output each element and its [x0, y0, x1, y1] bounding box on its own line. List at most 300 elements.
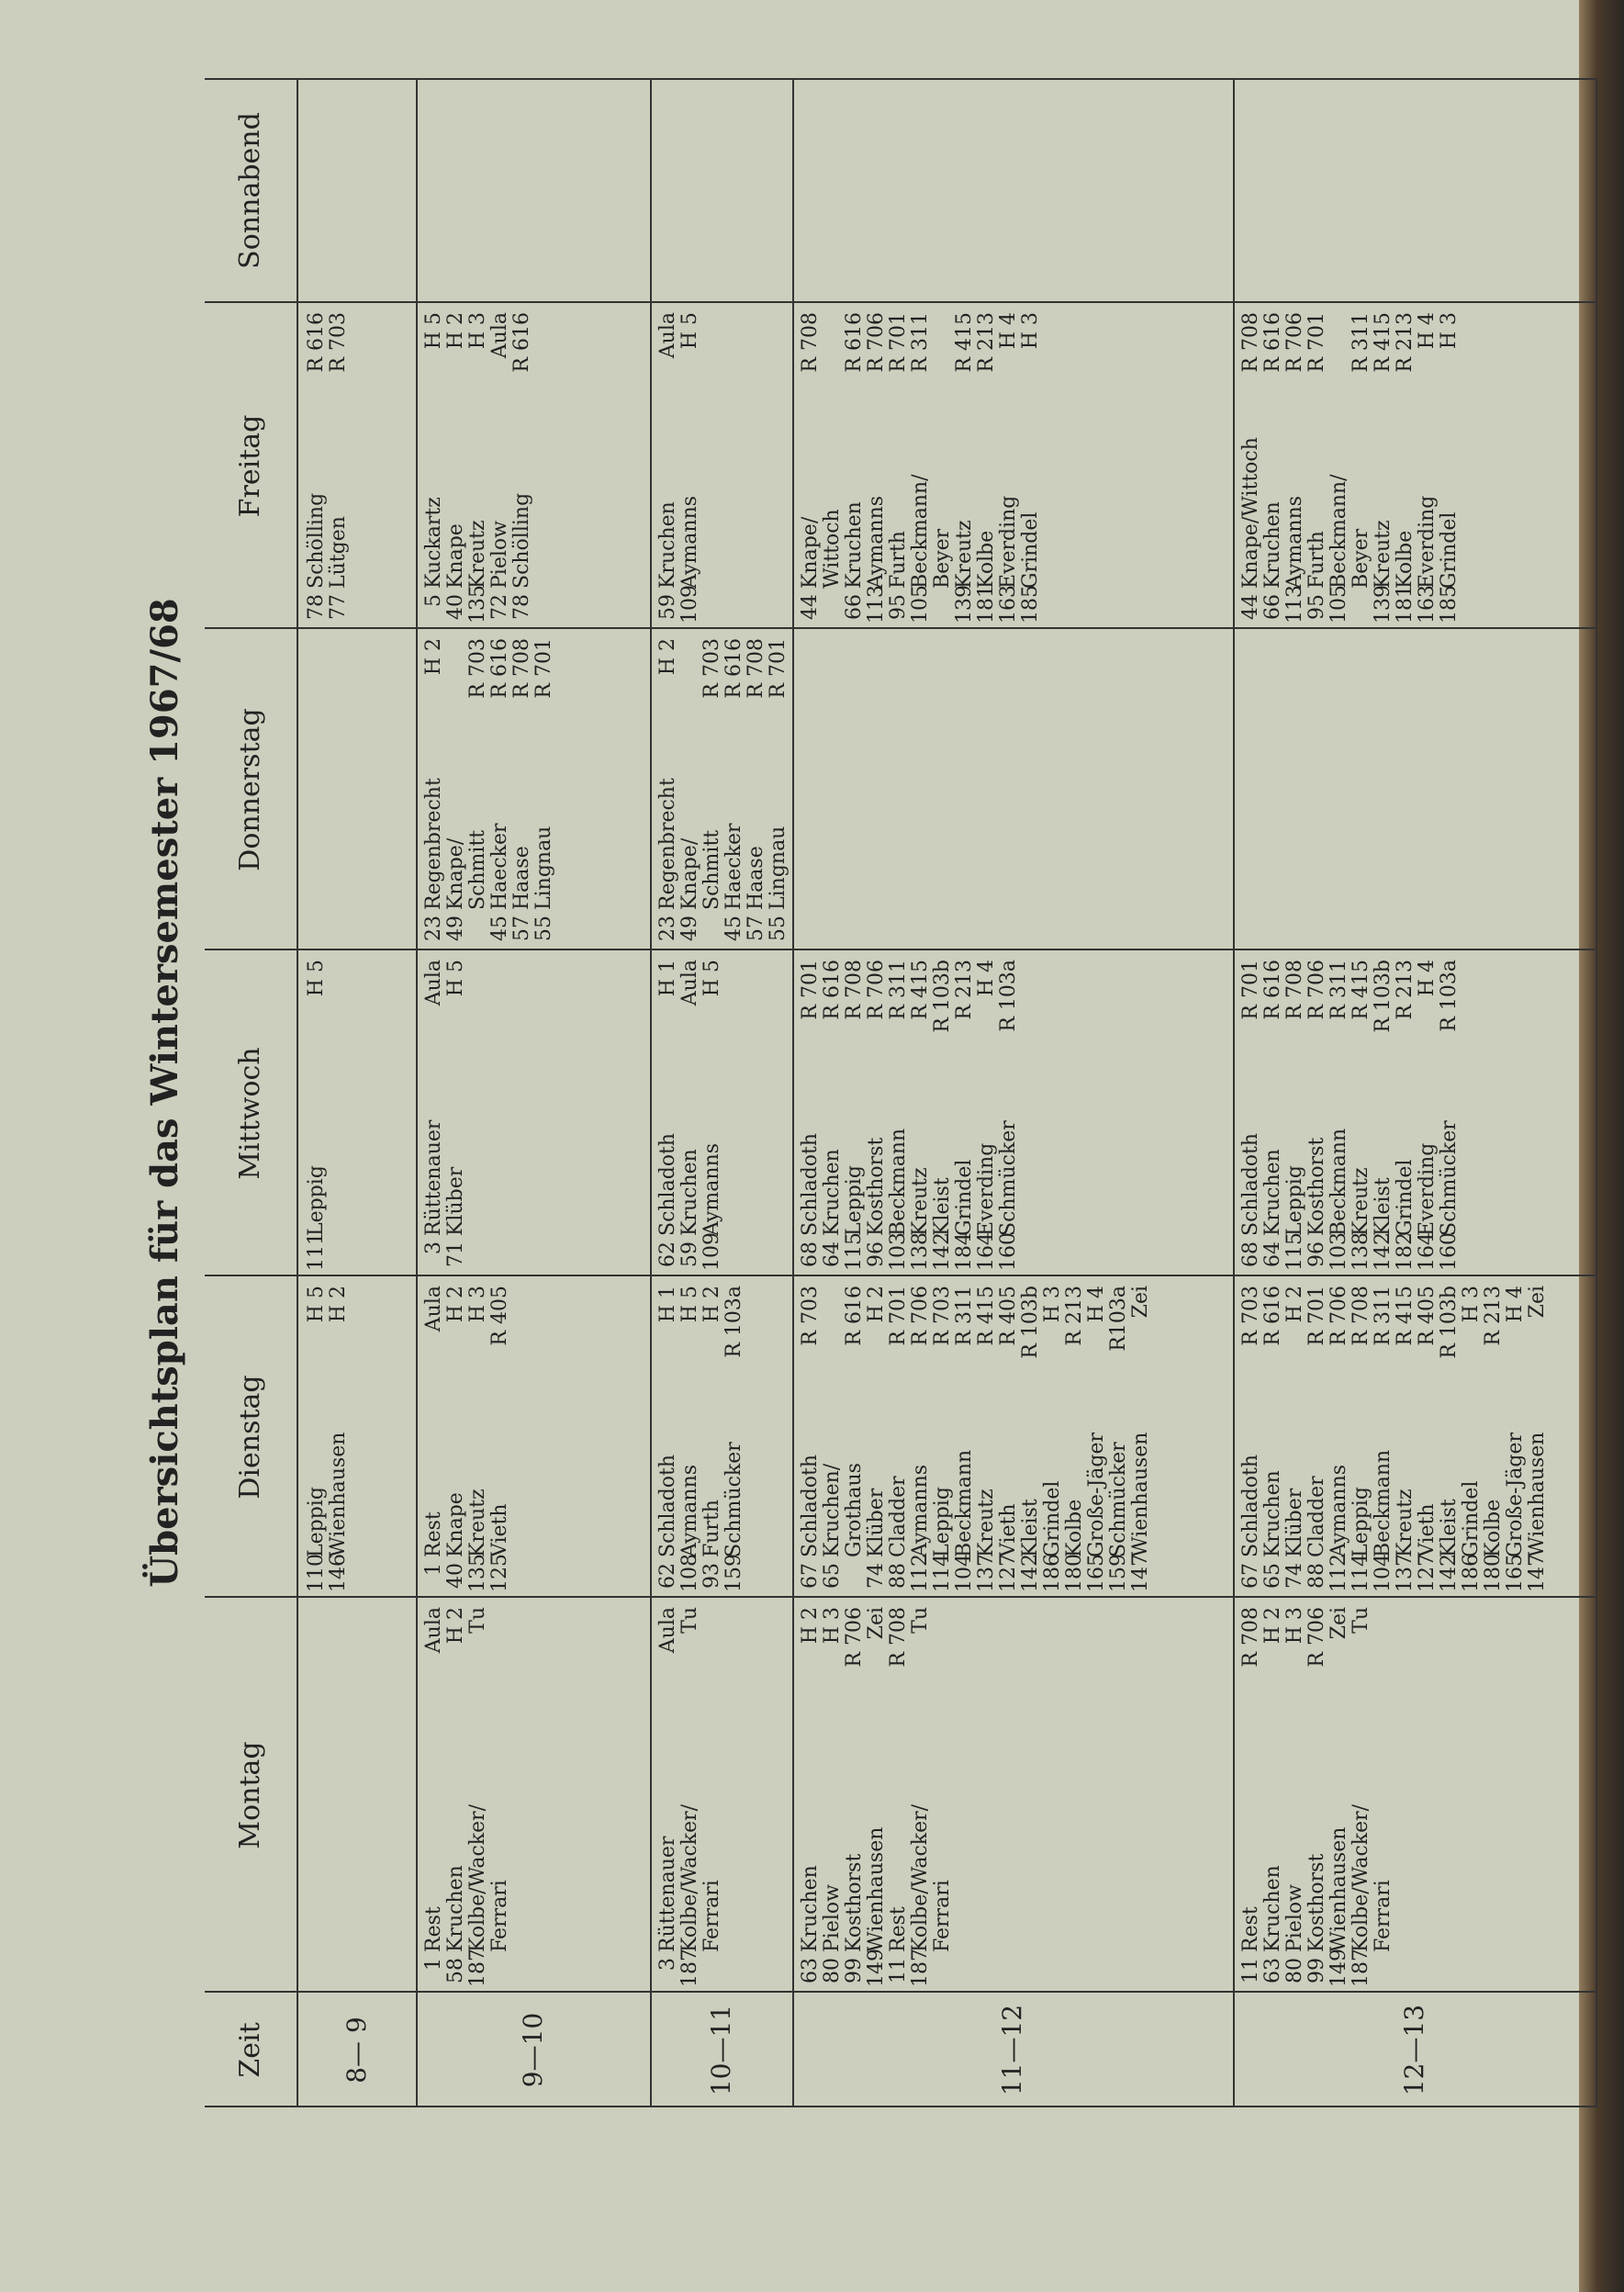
lecturer-name: Kosthorst	[1305, 1853, 1328, 1952]
lecturer-name: Beyer	[931, 528, 954, 589]
lecturer-name: Grindel	[1438, 511, 1461, 589]
lecturer-name: Pielow	[488, 521, 511, 589]
course-number: 159	[1107, 1554, 1130, 1592]
course-number: 5	[422, 594, 445, 607]
course-number: 66	[1261, 594, 1284, 620]
course-entry	[423, 1282, 445, 1592]
room: R 706	[1305, 1607, 1328, 1668]
cell-dienstag	[306, 1282, 350, 1592]
course-number: 187	[678, 1949, 701, 1987]
course-entry	[489, 1282, 511, 1592]
lecturer-name: Kruchen	[843, 501, 866, 589]
room: H 5	[678, 312, 701, 350]
lecturer-name: Cladder	[1305, 1476, 1328, 1557]
lecturer-name: Kruchen	[1261, 1470, 1284, 1557]
course-entry	[1262, 1282, 1284, 1592]
course-entry	[1350, 309, 1372, 624]
course-number: 72	[488, 594, 511, 620]
course-number: 180	[1482, 1554, 1505, 1592]
course-number: 45	[722, 916, 745, 941]
course-entry	[844, 1603, 866, 1987]
course-number: 142	[1019, 1554, 1042, 1592]
lecturer-name: Kruchen	[656, 501, 679, 589]
course-entry	[445, 309, 467, 624]
lecturer-name: Wittoch	[821, 509, 844, 589]
cell-dienstag	[1240, 1282, 1549, 1592]
course-entry	[701, 956, 723, 1271]
room: R 103a	[997, 960, 1020, 1032]
course-number: 63	[799, 1958, 822, 1983]
room: H 5	[305, 1286, 328, 1323]
room: R 213	[1394, 312, 1417, 373]
lecturer-name: Beckmann	[953, 1449, 976, 1557]
lecturer-name: Kolbe/Wacker/	[909, 1803, 932, 1952]
course-entry	[998, 956, 1020, 1271]
course-number: 88	[1305, 1563, 1328, 1589]
course-number: 40	[444, 1563, 467, 1589]
lecturer-name: Pielow	[1283, 1884, 1306, 1952]
course-entry	[511, 309, 533, 624]
room: Tu	[678, 1607, 701, 1634]
lecturer-name: Knape/	[678, 837, 701, 910]
course-entry	[1306, 956, 1328, 1271]
room: R 701	[1239, 960, 1262, 1020]
course-number: 139	[1372, 585, 1394, 624]
course-number: 95	[1305, 594, 1328, 620]
course-entry	[467, 309, 489, 624]
lecturer-name: Kuckartz	[422, 497, 445, 589]
course-entry	[844, 956, 866, 1271]
room: H 3	[1283, 1607, 1306, 1645]
column-rule	[205, 1275, 1596, 1276]
cell-montag	[1240, 1603, 1394, 1987]
room: R 708	[745, 638, 767, 699]
course-entry	[1086, 1282, 1108, 1592]
course-number: 40	[444, 594, 467, 620]
lecturer-name: Regenbrecht	[656, 778, 679, 910]
lecturer-name: Cladder	[887, 1476, 910, 1557]
lecturer-name: Kruchen	[678, 1149, 701, 1236]
course-number: 113	[865, 585, 888, 624]
room: H 2	[1261, 1607, 1284, 1645]
room: H 4	[1085, 1286, 1108, 1323]
course-number: 57	[745, 916, 767, 941]
course-number: 96	[1305, 1242, 1328, 1267]
course-entry	[489, 635, 511, 945]
cell-montag	[800, 1603, 954, 1987]
course-number: 112	[1327, 1554, 1350, 1592]
course-number: 63	[1261, 1958, 1284, 1983]
course-entry	[306, 309, 328, 624]
lecturer-name: Vieth	[997, 1503, 1020, 1557]
lecturer-name: Kolbe	[1482, 1499, 1505, 1557]
course-entry	[866, 1603, 888, 1987]
room: H 4	[997, 312, 1020, 350]
room: H 5	[444, 960, 467, 997]
header-mittwoch: Mittwoch	[234, 1047, 266, 1180]
room: R 708	[843, 960, 866, 1020]
lecturer-name: Lingnau	[532, 826, 555, 910]
room: Aula	[422, 960, 445, 1006]
course-entry	[445, 1282, 467, 1592]
room: R 616	[1261, 312, 1284, 373]
course-entry	[1350, 1282, 1372, 1592]
room: R 703	[327, 312, 350, 373]
room: Aula	[656, 312, 679, 359]
page-title: Übersichtsplan für das Wintersemester 1967/68	[143, 598, 186, 1588]
course-number: 159	[722, 1554, 745, 1592]
lecturer-name: Furth	[700, 1500, 723, 1557]
cell-freitag	[306, 309, 350, 624]
course-entry	[511, 635, 533, 945]
room: R 103a	[1438, 960, 1461, 1032]
lecturer-name: Kreutz	[953, 520, 976, 589]
course-number: 164	[1416, 1232, 1439, 1271]
room: R 103b	[931, 960, 954, 1033]
room: R 213	[975, 312, 998, 373]
lecturer-name: Kruchen	[821, 1149, 844, 1236]
course-entry	[910, 1603, 932, 1987]
course-entry	[489, 1603, 511, 1987]
room: R 213	[1394, 960, 1417, 1020]
room: H 2	[865, 1286, 888, 1323]
course-number: 3	[656, 1958, 679, 1971]
row-rule	[1596, 78, 1597, 2107]
room: H 2	[656, 638, 679, 676]
lecturer-name: Kosthorst	[1305, 1137, 1328, 1236]
lecturer-name: Beckmann	[1372, 1449, 1394, 1557]
header-sonnabend: Sonnabend	[234, 112, 266, 269]
course-number: 147	[1526, 1554, 1549, 1592]
course-number: 127	[1416, 1554, 1439, 1592]
course-number: 105	[909, 585, 932, 624]
lecturer-name: Regenbrecht	[422, 778, 445, 910]
lecturer-name: Schölling	[305, 492, 328, 589]
lecturer-name: Leppig	[931, 1487, 954, 1557]
lecturer-name: Beckmann	[1327, 1128, 1350, 1236]
cell-mittwoch	[306, 956, 328, 1271]
room: R 616	[510, 312, 533, 373]
room: R 706	[909, 1286, 932, 1346]
lecturer-name: Grindel	[953, 1159, 976, 1236]
lecturer-name: Haase	[510, 846, 533, 910]
room: H 5	[422, 312, 445, 350]
room: Zei	[865, 1607, 888, 1640]
room: R 311	[953, 1286, 976, 1346]
course-number: 11	[887, 1958, 910, 1983]
room: R 701	[532, 638, 555, 699]
room: Tu	[1350, 1607, 1372, 1634]
column-rule	[205, 78, 1596, 80]
cell-freitag	[1240, 309, 1461, 624]
course-entry	[932, 956, 954, 1271]
room: R 415	[1372, 312, 1394, 373]
room: R 405	[997, 1286, 1020, 1346]
room: R 706	[865, 312, 888, 373]
cell-dienstag	[657, 1282, 745, 1592]
course-entry	[1439, 956, 1461, 1271]
room: R 616	[843, 1286, 866, 1346]
lecturer-name: Schladoth	[656, 1454, 679, 1557]
room: H 4	[1504, 1286, 1527, 1323]
course-number: 160	[1438, 1232, 1461, 1271]
course-number: 187	[909, 1949, 932, 1987]
row-rule	[416, 78, 418, 2107]
course-number: 74	[865, 1563, 888, 1589]
room: R 103b	[1019, 1286, 1042, 1359]
course-number: 165	[1085, 1554, 1108, 1592]
room: R 708	[799, 312, 822, 373]
room: Tu	[466, 1607, 489, 1634]
lecturer-name: Schmitt	[700, 829, 723, 910]
course-entry	[954, 1282, 976, 1592]
cell-mittwoch	[423, 956, 467, 1271]
room: H 1	[656, 960, 679, 997]
course-entry	[679, 1282, 701, 1592]
room: H 2	[700, 1286, 723, 1323]
course-entry	[1439, 1282, 1461, 1592]
course-entry	[822, 1282, 844, 1592]
course-number: 64	[1261, 1242, 1284, 1267]
room: R 213	[1482, 1286, 1505, 1346]
room: H 2	[444, 1286, 467, 1323]
course-number: 95	[887, 594, 910, 620]
lecturer-name: Haecker	[488, 823, 511, 910]
lecturer-name: Schmücker	[1107, 1442, 1130, 1557]
course-number: 114	[931, 1554, 954, 1592]
course-number: 113	[1283, 585, 1306, 624]
room: R 701	[799, 960, 822, 1020]
course-number: 165	[1504, 1554, 1527, 1592]
lecturer-name: Kruchen	[1261, 1865, 1284, 1952]
lecturer-name: Kolbe/Wacker/	[466, 1803, 489, 1952]
room: Zei	[1129, 1286, 1152, 1319]
course-entry	[1328, 309, 1350, 624]
room: R 701	[887, 1286, 910, 1346]
course-entry	[910, 1282, 932, 1592]
lecturer-name: Leppig	[843, 1165, 866, 1236]
course-entry	[1417, 956, 1439, 1271]
course-number: 146	[327, 1554, 350, 1592]
room: R 708	[887, 1607, 910, 1668]
course-entry	[1372, 956, 1394, 1271]
lecturer-name: Schmücker	[722, 1442, 745, 1557]
room: R103a	[1107, 1286, 1130, 1352]
lecturer-name: Kreutz	[466, 520, 489, 589]
room: Aula	[422, 1286, 445, 1332]
lecturer-name: Große-Jäger	[1085, 1432, 1108, 1557]
course-number: 68	[1239, 1242, 1262, 1267]
room: H 3	[821, 1607, 844, 1645]
course-number: 109	[678, 585, 701, 624]
course-entry	[1240, 1603, 1262, 1987]
lecturer-name: Rüttenauer	[656, 1836, 679, 1952]
room: R 708	[1350, 1286, 1372, 1346]
header-montag: Montag	[234, 1741, 266, 1849]
room: R 701	[887, 312, 910, 373]
room: H 2	[444, 1607, 467, 1645]
cell-mittwoch	[800, 956, 1020, 1271]
lecturer-name: Everding	[997, 495, 1020, 589]
course-entry	[1372, 309, 1394, 624]
room: H 5	[700, 960, 723, 997]
course-number: 1	[422, 1563, 445, 1576]
course-entry	[1262, 956, 1284, 1271]
course-number: 160	[997, 1232, 1020, 1271]
course-number: 99	[843, 1958, 866, 1983]
lecturer-name: Kruchen/	[821, 1463, 844, 1557]
room: H 3	[1460, 1286, 1483, 1323]
course-number: 11	[1239, 1958, 1262, 1983]
lecturer-name: Knape	[444, 1492, 467, 1557]
course-number: 142	[931, 1232, 954, 1271]
course-entry	[423, 635, 445, 945]
course-number: 62	[656, 1242, 679, 1267]
course-number: 67	[1239, 1563, 1262, 1589]
cell-donnerstag	[657, 635, 790, 945]
course-number: 114	[1350, 1554, 1372, 1592]
cell-freitag	[423, 309, 533, 624]
lecturer-name: Kleist	[1438, 1499, 1461, 1557]
course-number: 57	[510, 916, 533, 941]
lecturer-name: Kolbe/Wacker/	[678, 1803, 701, 1952]
course-entry	[910, 956, 932, 1271]
course-number: 135	[466, 585, 489, 624]
course-entry	[306, 956, 328, 1271]
room: H 3	[1438, 312, 1461, 350]
course-number: 103	[1327, 1232, 1350, 1271]
room: R 706	[1305, 960, 1328, 1020]
course-entry	[954, 309, 976, 624]
lecturer-name: Schölling	[510, 492, 533, 589]
room: R 616	[843, 312, 866, 373]
lecturer-name: Furth	[887, 531, 910, 589]
room: R 311	[1327, 960, 1350, 1020]
course-number: 80	[1283, 1958, 1306, 1983]
lecturer-name: Schladoth	[1239, 1132, 1262, 1236]
room: R 213	[1063, 1286, 1086, 1346]
lecturer-name: Kleist	[1372, 1177, 1394, 1236]
room: R 616	[1261, 960, 1284, 1020]
room: H 4	[1416, 312, 1439, 350]
header-zeit: Zeit	[234, 2022, 266, 2078]
course-entry	[888, 956, 910, 1271]
course-entry	[1417, 309, 1439, 624]
course-entry	[1394, 1282, 1417, 1592]
rotated-content	[133, 78, 1593, 2107]
course-entry	[800, 1603, 822, 1987]
course-number: 49	[678, 916, 701, 941]
course-entry	[1284, 956, 1306, 1271]
course-number: 108	[678, 1554, 701, 1592]
lecturer-name: Aymanns	[909, 1464, 932, 1557]
cell-freitag	[657, 309, 701, 624]
course-number: 59	[678, 1242, 701, 1267]
room: R 405	[1416, 1286, 1439, 1346]
course-number: 127	[997, 1554, 1020, 1592]
course-number: 111	[305, 1232, 328, 1271]
lecturer-name: Kleist	[1019, 1499, 1042, 1557]
room: R 706	[1283, 312, 1306, 373]
lecturer-name: Klüber	[1283, 1488, 1306, 1557]
course-number: 180	[1063, 1554, 1086, 1592]
cell-dienstag	[800, 1282, 1152, 1592]
room: R 415	[975, 1286, 998, 1346]
room: Aula	[488, 312, 511, 359]
header-freitag: Freitag	[234, 414, 266, 518]
course-number: 96	[865, 1242, 888, 1267]
lecturer-name: Klüber	[865, 1488, 888, 1557]
lecturer-name: Knape	[444, 523, 467, 589]
lecturer-name: Wienhausen	[327, 1432, 350, 1557]
course-entry	[1350, 956, 1372, 1271]
course-number: 105	[1327, 585, 1350, 624]
course-entry	[1020, 1282, 1042, 1592]
course-entry	[998, 1282, 1020, 1592]
course-number: 187	[466, 1949, 489, 1987]
course-entry	[910, 309, 932, 624]
column-rule	[205, 627, 1596, 629]
room: R 701	[1305, 1286, 1328, 1346]
lecturer-name: Rest	[887, 1906, 910, 1952]
course-entry	[701, 635, 723, 945]
course-entry	[1372, 1282, 1394, 1592]
lecturer-name: Rüttenauer	[422, 1119, 445, 1236]
course-number: 147	[1129, 1554, 1152, 1592]
room: R 103a	[722, 1286, 745, 1358]
room: Zei	[1327, 1607, 1350, 1640]
course-entry	[1394, 309, 1417, 624]
lecturer-name: Leppig	[305, 1487, 328, 1557]
lecturer-name: Kreutz	[466, 1489, 489, 1557]
lecturer-name: Wienhausen	[1526, 1432, 1549, 1557]
room: H 3	[466, 312, 489, 350]
lecturer-name: Beckmann/	[909, 474, 932, 589]
room: R 311	[1372, 1286, 1394, 1346]
lecturer-name: Kosthorst	[865, 1137, 888, 1236]
course-number: 184	[953, 1232, 976, 1271]
lecturer-name: Kreutz	[1372, 520, 1394, 589]
course-entry	[679, 956, 701, 1271]
course-entry	[423, 956, 445, 1271]
room: R 213	[953, 960, 976, 1020]
course-entry	[701, 1282, 723, 1592]
course-entry	[932, 309, 954, 624]
lecturer-name: Ferrari	[931, 1880, 954, 1952]
course-entry	[1439, 309, 1461, 624]
lecturer-name: Schmücker	[997, 1120, 1020, 1236]
lecturer-name: Beckmann/	[1327, 474, 1350, 589]
room: H 4	[975, 960, 998, 997]
lecturer-name: Knape/	[444, 837, 467, 910]
lecturer-name: Schladoth	[799, 1132, 822, 1236]
room: R 708	[1239, 1607, 1262, 1668]
course-entry	[1284, 1603, 1306, 1987]
lecturer-name: Schmücker	[1438, 1120, 1461, 1236]
room: R 701	[767, 638, 790, 699]
course-entry	[1262, 1603, 1284, 1987]
lecturer-name: Aymanns	[678, 1464, 701, 1557]
room: R 703	[700, 638, 723, 699]
room: H 2	[327, 1286, 350, 1323]
time-slot-label: 11—12	[997, 2004, 1027, 2096]
lecturer-name: Klüber	[444, 1166, 467, 1236]
course-number: 138	[1350, 1232, 1372, 1271]
lecturer-name: Leppig	[1283, 1165, 1306, 1236]
header-rule	[297, 78, 298, 2107]
course-entry	[723, 1282, 745, 1592]
lecturer-name: Kolbe	[975, 530, 998, 589]
